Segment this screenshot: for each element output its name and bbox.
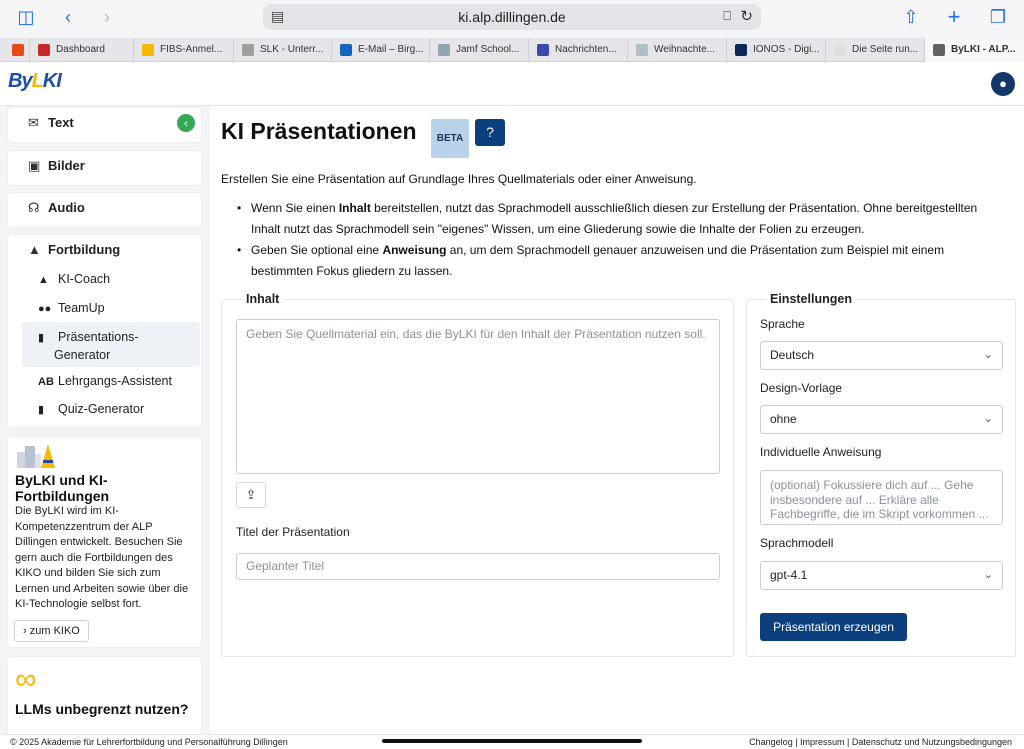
sprachmodell-select[interactable]: [760, 561, 1003, 590]
new-tab-icon[interactable]: +: [947, 4, 961, 29]
sidebar-item-label: Lehrgangs-Assistent: [58, 374, 172, 388]
kiko-illustration: [15, 442, 55, 470]
tab-label: Nachrichten...: [555, 44, 617, 55]
kiko-text: Die ByLKI wird im KI-Kompetenzzentrum der ALP Dillingen entwickelt. Besuchen Sie gern auch die Fortbildungen des KIKO und bilden Sie sich zum Lernen und Arbeiten sowie über die KI-Technologie selbst fort.: [15, 505, 189, 610]
footer-links[interactable]: Changelog | Impressum | Datenschutz und Nutzungsbedingungen: [749, 737, 1012, 747]
einstellungen-legend: Einstellungen: [766, 292, 856, 306]
bullet-text: Geben Sie optional eine: [251, 243, 383, 257]
bullet-bold: Anweisung: [382, 243, 447, 257]
sprache-select[interactable]: [760, 341, 1003, 370]
footer-copyright: © 2025 Akademie für Lehrerfortbildung und Personalführung Dillingen: [10, 737, 288, 747]
sidebar-toggle-icon[interactable]: ◫: [17, 7, 35, 27]
section-text: Fortbildung: [48, 242, 121, 257]
bullet-inhalt: [237, 198, 1007, 240]
tab-favicon: [537, 44, 549, 56]
browser-toolbar: [0, 0, 1024, 34]
tab-close-icon[interactable]: [933, 44, 945, 56]
praesentation-erzeugen-button[interactable]: Präsentation erzeugen: [760, 613, 907, 641]
section-text: Bilder: [48, 158, 85, 173]
sidebar-section-label: [28, 158, 85, 174]
forward-icon[interactable]: ›: [104, 7, 110, 27]
zum-kiko-label: zum KIKO: [29, 625, 80, 637]
tab-6[interactable]: [529, 38, 628, 62]
inhalt-panel: [221, 292, 734, 657]
chevron-down-icon: ⌄: [983, 349, 993, 361]
chevron-right-icon: ›: [23, 625, 27, 637]
tab-bar: [0, 38, 1024, 62]
tab-10-active[interactable]: [925, 38, 1024, 62]
tab-2[interactable]: [134, 38, 234, 62]
sidebar-item-teamup[interactable]: [38, 301, 105, 315]
reader-icon[interactable]: ▤: [271, 8, 285, 24]
anweisung-label: Individuelle Anweisung: [760, 445, 882, 459]
section-text: Audio: [48, 200, 85, 215]
anweisung-textarea[interactable]: (optional) Fokussiere dich auf ... Gehe insbesondere auf ... Erkläre alle Fachbegriffe, die im Skript vorkommen ...: [760, 470, 1003, 525]
tab-1[interactable]: [30, 38, 134, 62]
sidebar-section-label[interactable]: [28, 242, 120, 257]
sidebar-item-lehrgangs-assistent[interactable]: [38, 374, 172, 388]
bullet-text: bereitstellen, nutzt das Sprachmodell ausschließlich diesen zur Erstellung der Präsentation. Ohne bereitgestellten Inhalt nutzt das Sprachmodell sein "eigenes" Wissen, um eine Gliederung sowie die Inhalte der Folien zu erzeugen.: [251, 201, 978, 236]
bullet-anweisung: [237, 240, 1007, 282]
llm-title: LLMs unbegrenzt nutzen?: [15, 701, 189, 717]
sprache-label: Sprache: [760, 317, 805, 331]
clipboard-question-icon: ▮: [38, 404, 45, 416]
tab-8[interactable]: [727, 38, 826, 62]
sidebar-item-praesentations-generator[interactable]: [38, 329, 139, 364]
share-icon[interactable]: ⇧: [903, 7, 919, 27]
tab-favicon: [636, 44, 648, 56]
chat-icon: ✉: [28, 115, 39, 130]
tab-3[interactable]: [234, 38, 332, 62]
tab-favicon: [735, 44, 747, 56]
sprachmodell-value: gpt-4.1: [770, 568, 808, 582]
help-button[interactable]: ?: [475, 119, 505, 146]
user-avatar-icon[interactable]: ●: [991, 72, 1015, 96]
design-vorlage-select[interactable]: [760, 405, 1003, 434]
tab-5[interactable]: [430, 38, 529, 62]
upload-icon: ⇪: [245, 487, 257, 502]
tab-overview-icon[interactable]: ❐: [989, 7, 1007, 27]
intro-text: Erstellen Sie eine Präsentation auf Grundlage Ihres Quellmaterials oder einer Anweisung.: [221, 172, 697, 186]
image-icon: ▣: [28, 158, 41, 173]
llm-info-card: [7, 656, 202, 736]
tab-label: IONOS - Digi...: [753, 44, 820, 55]
sidebar-item-label: TeamUp: [58, 301, 105, 315]
tab-favicon: [142, 44, 154, 56]
section-text: Text: [48, 115, 74, 130]
reload-icon[interactable]: ↻: [740, 8, 753, 25]
tab-label: Weihnachte...: [654, 44, 715, 55]
tab-9[interactable]: [826, 38, 925, 62]
sidebar-section-label: [28, 115, 74, 131]
file-icon: ▮: [38, 332, 45, 344]
sidebar-section-audio[interactable]: [7, 192, 202, 228]
infinity-icon: ∞: [15, 663, 37, 696]
main-content: [210, 106, 1024, 734]
tab-label: Die Seite run...: [852, 44, 919, 55]
url-text: ki.alp.dillingen.de: [458, 9, 566, 25]
users-icon: ●●: [38, 303, 52, 315]
tab-label: Dashboard: [56, 44, 105, 55]
kiko-info-card: [7, 436, 202, 648]
home-indicator: [382, 739, 642, 743]
kiko-title: ByLKI und KI-Fortbildungen: [15, 472, 110, 504]
tab-label: FIBS-Anmel...: [160, 44, 223, 55]
zum-kiko-button[interactable]: [14, 620, 89, 642]
sidebar-item-label: Präsentations-: [58, 330, 139, 344]
app-header: [0, 62, 1024, 106]
spellcheck-icon: AB: [38, 376, 54, 388]
tab-favicon: [38, 44, 50, 56]
tab-4[interactable]: [332, 38, 430, 62]
tab-label: SLK - Unterr...: [260, 44, 324, 55]
sidebar-item-quiz-generator[interactable]: [38, 402, 144, 416]
tab-favicon: [438, 44, 450, 56]
chevron-down-icon: ⌄: [983, 569, 993, 581]
sidebar-section-label: [28, 200, 85, 216]
titel-input[interactable]: Geplanter Titel: [236, 553, 720, 580]
bullet-text: Wenn Sie einen: [251, 201, 339, 215]
sidebar-section-bilder[interactable]: [7, 150, 202, 186]
tab-favicon: [12, 44, 24, 56]
tab-7[interactable]: [628, 38, 727, 62]
beta-badge: BETA: [431, 119, 469, 158]
sidebar-item-label: Quiz-Generator: [58, 402, 145, 416]
tab-favicon: [340, 44, 352, 56]
graduation-cap-icon: ▲: [38, 274, 49, 286]
einstellungen-panel: [746, 292, 1016, 657]
inhalt-textarea[interactable]: Geben Sie Quellmaterial ein, das die ByLKI für den Inhalt der Präsentation nutzen soll.: [236, 319, 720, 474]
tab-favicon: [242, 44, 254, 56]
bullet-text: an, um dem Sprachmodell genauer anzuweisen und die Präsentation zum Beispiel mit einem bestimmten Fokus gliedern zu lassen.: [251, 243, 945, 278]
address-bar[interactable]: [263, 4, 761, 30]
sidebar-item-label: KI-Coach: [58, 272, 111, 286]
info-bullets: [237, 198, 1007, 282]
titel-label: Titel der Präsentation: [236, 525, 350, 539]
tab-label: E-Mail – Birg...: [358, 44, 424, 55]
tab-label: ByLKI - ALP...: [951, 44, 1016, 55]
bylki-logo[interactable]: ByLKI: [8, 70, 61, 92]
bullet-bold: Inhalt: [338, 201, 371, 215]
tab-0[interactable]: [0, 38, 30, 62]
sidebar-section-text[interactable]: [7, 107, 202, 143]
sprache-value: Deutsch: [770, 348, 815, 362]
translate-icon[interactable]: ⎕: [723, 8, 731, 23]
sidebar-item-label-line2: Generator: [54, 348, 111, 362]
collapse-sidebar-button[interactable]: ‹: [177, 114, 195, 132]
back-icon[interactable]: ‹: [65, 7, 71, 27]
inhalt-legend: Inhalt: [242, 292, 283, 306]
sprachmodell-label: Sprachmodell: [760, 536, 834, 550]
upload-button[interactable]: [236, 482, 266, 508]
page-title: KI Präsentationen: [221, 118, 417, 144]
headphones-icon: ☊: [28, 200, 40, 215]
sidebar-item-ki-coach[interactable]: [38, 272, 110, 286]
design-vorlage-label: Design-Vorlage: [760, 381, 843, 395]
tab-favicon: [834, 44, 846, 56]
tab-label: Jamf School...: [456, 44, 520, 55]
design-vorlage-value: ohne: [770, 412, 797, 426]
chevron-down-icon: ⌄: [983, 413, 993, 425]
graduation-cap-icon: ▲: [28, 242, 41, 257]
